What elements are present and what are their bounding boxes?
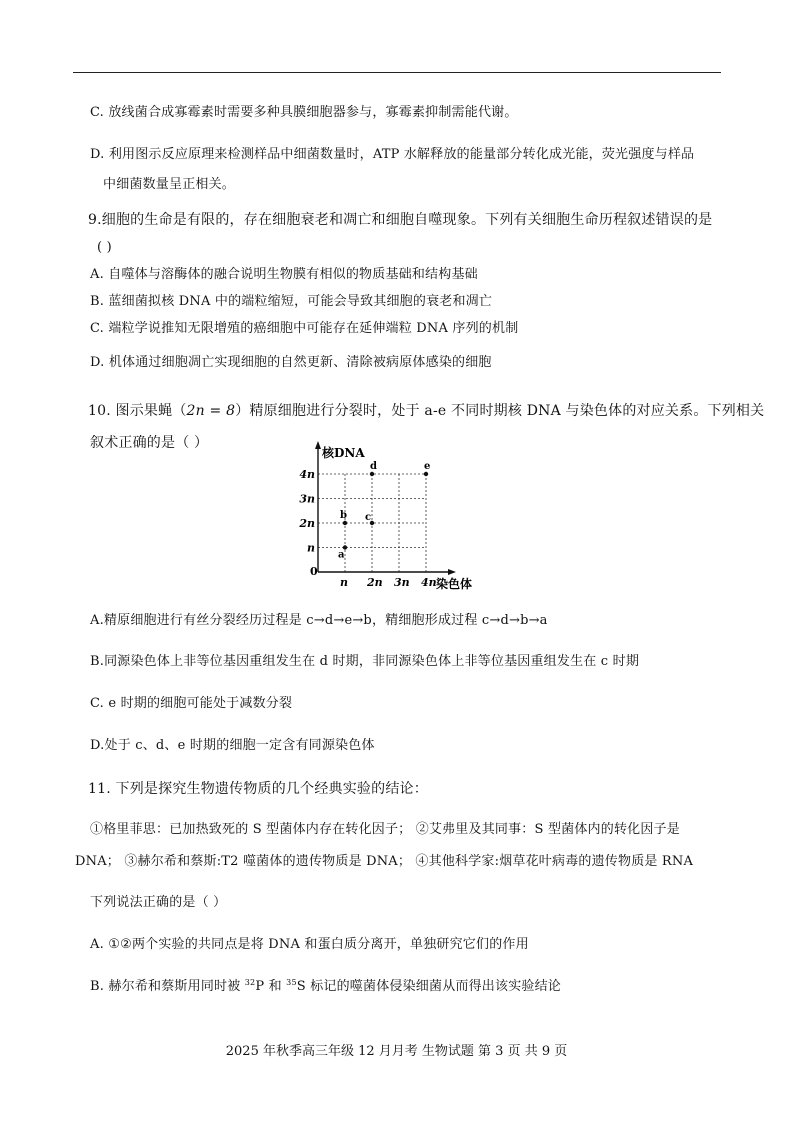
x-axis-label: 染色体 [436,577,473,591]
q8-option-d-line1: D. 利用图示反应原理来检测样品中细菌数量时，ATP 水解释放的能量部分转化成光能，荧光强度与样品 [90,147,695,162]
y-axis-label: 核DNA [322,446,365,460]
page-footer: 2025 年秋季高三年级 12 月月考 生物试题 第 3 页 共 9 页 [225,1044,568,1059]
x-tick-label: 3n [394,576,410,589]
q9-option-a: A. 自噬体与溶酶体的融合说明生物膜有相似的物质基础和结构基础 [90,267,478,282]
q11-prompt: 下列说法正确的是（ ） [90,895,227,910]
header-rule [73,72,721,73]
q11-option-a: A. ①②两个实验的共同点是将 DNA 和蛋白质分离开，单独研究它们的作用 [90,937,529,952]
q11-option-b-part3: S 标记的噬菌体侵染细菌从而得出该实验结论 [296,979,562,994]
data-point-d [370,472,374,476]
y-tick-label: n [307,541,315,555]
q10-stem-post: ）精原细胞进行分裂时，处于 a-e 不同时期核 DNA 与染色体的对应关系。下列相关 [235,403,765,419]
q9-answer-paren: ( ) [97,240,112,255]
q11-option-b-part1: B. 赫尔希和蔡斯用同时被 [90,979,245,994]
q11-option-b [90,978,561,996]
q9-option-c: C. 端粒学说推知无限增殖的癌细胞中可能存在延伸端粒 DNA 序列的机制 [90,321,519,336]
q9-option-d: D. 机体通过细胞凋亡实现细胞的自然更新、清除被病原体感染的细胞 [90,355,492,370]
chart-points [338,461,430,561]
q11-conclusion-line1: ①格里菲思：已加热致死的 S 型菌体内存在转化因子； ②艾弗里及其同事：S 型菌体内的转化因子是 [90,822,680,837]
q10-option-c: C. e 时期的细胞可能处于减数分裂 [90,696,293,711]
y-axis-arrow [315,441,321,449]
data-point-label-a: a [338,549,345,561]
q11-conclusion-line2: DNA； ③赫尔希和蔡斯:T2 噬菌体的遗传物质是 DNA； ④其他科学家:烟草花叶病毒的遗传物质是 RNA [75,854,694,869]
x-tick-label: 4n [421,576,437,589]
q10-option-a: A.精原细胞进行有丝分裂经历过程是 c→d→e→b，精细胞形成过程 c→d→b→a [90,613,548,628]
data-point-label-e: e [424,461,431,472]
q11-stem: 11. 下列是探究生物遗传物质的几个经典实验的结论： [88,781,428,797]
y-tick-label: 3n [299,492,315,506]
y-tick-label: 4n [299,468,315,481]
q10-stem [88,402,764,420]
dna-chromosome-chart [296,440,486,592]
q8-option-d-line2: 中细菌数量呈正相关。 [103,177,236,192]
q9-stem: 9.细胞的生命是有限的，存在细胞衰老和凋亡和细胞自噬现象。下列有关细胞生命历程叙述错误的是 [88,212,713,228]
data-point-label-d: d [370,461,377,472]
x-tick-label: n [340,576,348,589]
data-point-label-c: c [365,512,372,523]
data-point-label-b: b [340,510,347,521]
q10-stem-pre: 10. 图示果蝇（ [88,403,187,419]
x-tick-label: 2n [367,576,383,589]
q10-option-d: D.处于 c、d、e 时期的细胞一定含有同源染色体 [90,738,375,753]
q10-stem-line2: 叙术正确的是（ ） [90,435,209,451]
chart-axes [315,441,456,575]
q11-option-b-sup1: 32 [244,978,256,987]
q10-formula: 2n = 8 [186,403,236,419]
x-tick-label: 0 [310,565,318,578]
q8-option-c: C. 放线菌合成寡霉素时需要多种具膜细胞器参与，寡霉素抑制需能代谢。 [90,105,518,120]
x-axis-arrow [448,569,456,575]
data-point-b [343,521,347,525]
q11-option-b-sup2: 35 [286,978,297,987]
q10-option-b: B.同源染色体上非等位基因重组发生在 d 时期，非同源染色体上非等位基因重组发生在 c 时期 [90,654,640,669]
q11-option-b-part2: P 和 [255,979,287,994]
y-tick-label: 2n [299,517,315,530]
q9-option-b: B. 蓝细菌拟核 DNA 中的端粒缩短，可能会导致其细胞的衰老和凋亡 [90,294,493,309]
chart-ticks [298,445,472,591]
data-point-e [424,472,428,476]
